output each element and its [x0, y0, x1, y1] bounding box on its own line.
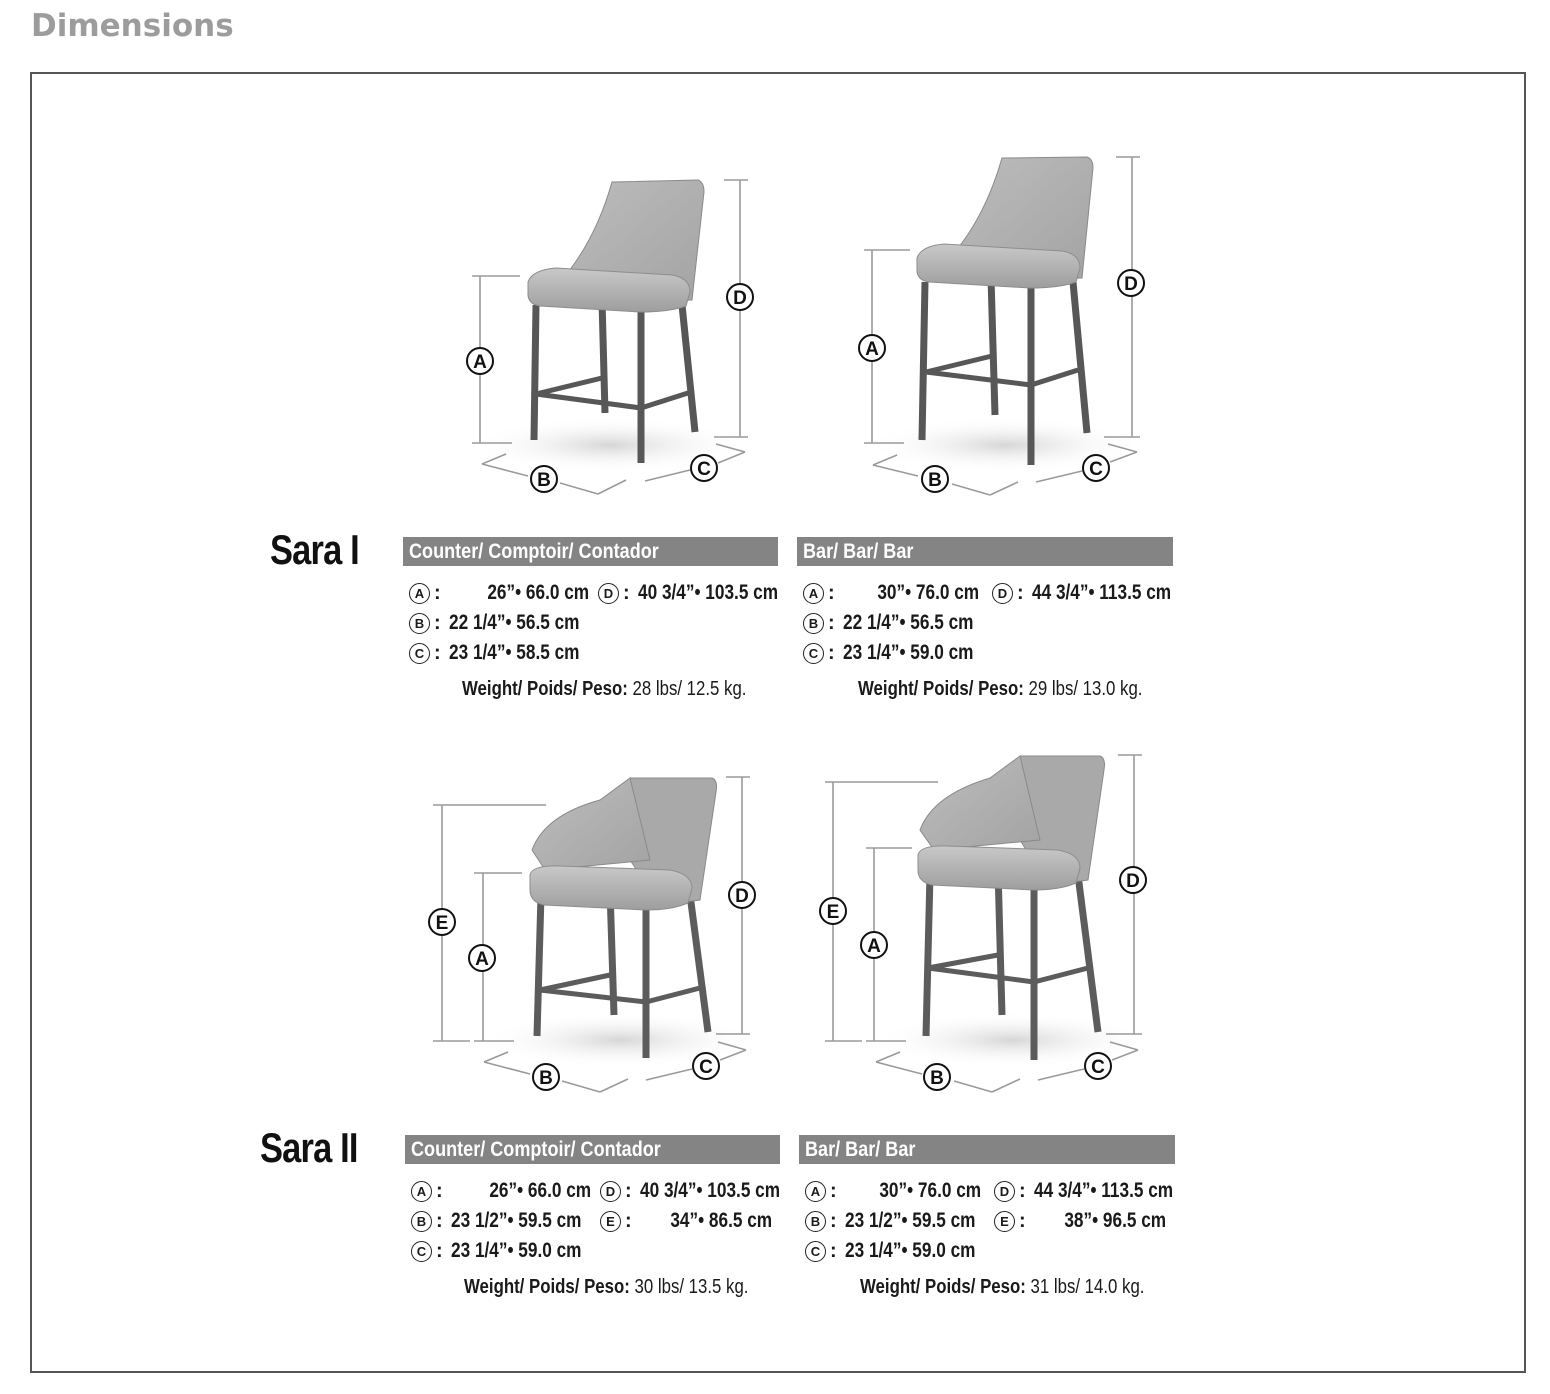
- dim-value: 26”• 66.0 cm: [489, 1179, 591, 1202]
- dim-value: 23 1/4”• 59.0 cm: [451, 1239, 582, 1262]
- dim-row-a: A : 30”• 76.0 cm: [805, 1179, 995, 1207]
- dim-letter: B: [803, 613, 824, 634]
- weight-label: Weight/ Poids/ Peso:: [464, 1276, 630, 1298]
- weight-label: Weight/ Poids/ Peso:: [858, 678, 1024, 700]
- variant-label: Counter/ Comptoir/ Contador: [409, 540, 659, 563]
- weight-value: 30 lbs/ 13.5 kg.: [634, 1276, 749, 1298]
- dim-row-a: A : 26”• 66.0 cm: [409, 581, 599, 609]
- dim-value: 26”• 66.0 cm: [487, 581, 589, 604]
- dim-letter: B: [409, 613, 430, 634]
- dim-value: 22 1/4”• 56.5 cm: [843, 611, 974, 634]
- model-name-sara-2: Sara II: [260, 1124, 358, 1171]
- dim-value: 44 3/4”• 113.5 cm: [1032, 581, 1172, 604]
- dim-row-a: A : 30”• 76.0 cm: [803, 581, 993, 609]
- dim-value: 34”• 86.5 cm: [670, 1209, 772, 1232]
- weight-line: [462, 677, 746, 701]
- marker-e: E: [435, 913, 449, 934]
- marker-a: A: [473, 352, 487, 373]
- dim-letter: D: [598, 583, 619, 604]
- sara1-counter-chair: [470, 180, 750, 473]
- dim-row-e: E : 34”• 86.5 cm: [600, 1209, 790, 1237]
- weight-label: Weight/ Poids/ Peso:: [462, 678, 628, 700]
- marker-b: B: [537, 470, 551, 491]
- marker-d: D: [1124, 274, 1138, 295]
- dim-value: 23 1/4”• 59.0 cm: [845, 1239, 976, 1262]
- marker-d: D: [1126, 871, 1140, 892]
- variant-label: Bar/ Bar/ Bar: [803, 540, 914, 563]
- marker-c: C: [697, 459, 711, 480]
- weight-value: 31 lbs/ 14.0 kg.: [1030, 1276, 1145, 1298]
- dim-row-b: B : 22 1/4”• 56.5 cm: [409, 611, 599, 639]
- dim-row-d: D : 40 3/4”• 103.5 cm: [600, 1179, 790, 1207]
- page-title: Dimensions: [31, 8, 234, 44]
- dim-value: 44 3/4”• 113.5 cm: [1034, 1179, 1174, 1202]
- dim-row-e: E : 38”• 96.5 cm: [994, 1209, 1184, 1237]
- dim-row-a: A : 26”• 66.0 cm: [411, 1179, 601, 1207]
- dim-letter: C: [803, 643, 824, 664]
- dim-value: 23 1/4”• 58.5 cm: [449, 641, 580, 664]
- dim-value: 40 3/4”• 103.5 cm: [640, 1179, 781, 1202]
- dim-value: 30”• 76.0 cm: [879, 1179, 981, 1202]
- dim-letter: C: [409, 643, 430, 664]
- dim-value: 23 1/4”• 59.0 cm: [843, 641, 974, 664]
- marker-d: D: [735, 886, 749, 907]
- dim-row-c: C : 23 1/4”• 58.5 cm: [409, 641, 599, 669]
- weight-line: [464, 1275, 748, 1299]
- dim-row-d: D : 40 3/4”• 103.5 cm: [598, 581, 788, 609]
- marker-a: A: [865, 339, 879, 360]
- dim-letter: D: [600, 1181, 621, 1202]
- variant-band-counter: [403, 537, 778, 566]
- variant-band-counter: [405, 1135, 780, 1164]
- marker-a: A: [475, 949, 489, 970]
- dim-value: 23 1/2”• 59.5 cm: [845, 1209, 976, 1232]
- marker-d: D: [733, 288, 747, 309]
- dim-letter: B: [805, 1211, 826, 1232]
- variant-label: Counter/ Comptoir/ Contador: [411, 1138, 661, 1161]
- dim-letter: E: [600, 1211, 621, 1232]
- model-name-sara-1: Sara I: [270, 526, 359, 573]
- dim-row-b: B : 23 1/2”• 59.5 cm: [805, 1209, 995, 1237]
- dim-letter: E: [994, 1211, 1015, 1232]
- dim-value: 40 3/4”• 103.5 cm: [638, 581, 779, 604]
- weight-line: [860, 1275, 1144, 1299]
- weight-value: 28 lbs/ 12.5 kg.: [632, 678, 747, 700]
- weight-line: [858, 677, 1142, 701]
- sara2-bar-chair: [872, 756, 1152, 1068]
- marker-c: C: [1089, 459, 1103, 480]
- dim-letter: A: [409, 583, 430, 604]
- dim-row-b: B : 23 1/2”• 59.5 cm: [411, 1209, 601, 1237]
- dim-letter: A: [805, 1181, 826, 1202]
- dim-letter: C: [805, 1241, 826, 1262]
- dim-row-d: D : 44 3/4”• 113.5 cm: [992, 581, 1182, 609]
- dim-row-c: C : 23 1/4”• 59.0 cm: [803, 641, 993, 669]
- dim-value: 22 1/4”• 56.5 cm: [449, 611, 580, 634]
- sara1-bar-chair: [865, 157, 1145, 473]
- dim-row-d: D : 44 3/4”• 113.5 cm: [994, 1179, 1184, 1207]
- dim-row-b: B : 22 1/4”• 56.5 cm: [803, 611, 993, 639]
- variant-label: Bar/ Bar/ Bar: [805, 1138, 916, 1161]
- dim-letter: D: [992, 583, 1013, 604]
- weight-label: Weight/ Poids/ Peso:: [860, 1276, 1026, 1298]
- dim-row-c: C : 23 1/4”• 59.0 cm: [411, 1239, 601, 1267]
- dim-letter: A: [803, 583, 824, 604]
- marker-c: C: [1091, 1057, 1105, 1078]
- marker-a: A: [867, 936, 881, 957]
- sara2-counter-chair: [480, 778, 760, 1068]
- variant-band-bar: [797, 537, 1173, 566]
- marker-b: B: [928, 470, 942, 491]
- marker-c: C: [699, 1057, 713, 1078]
- marker-b: B: [930, 1068, 944, 1089]
- dim-letter: A: [411, 1181, 432, 1202]
- dim-letter: B: [411, 1211, 432, 1232]
- dim-letter: D: [994, 1181, 1015, 1202]
- dim-value: 23 1/2”• 59.5 cm: [451, 1209, 582, 1232]
- weight-value: 29 lbs/ 13.0 kg.: [1028, 678, 1143, 700]
- marker-b: B: [539, 1068, 553, 1089]
- dim-row-c: C : 23 1/4”• 59.0 cm: [805, 1239, 995, 1267]
- marker-e: E: [826, 902, 840, 923]
- dim-value: 30”• 76.0 cm: [877, 581, 979, 604]
- dim-letter: C: [411, 1241, 432, 1262]
- dim-value: 38”• 96.5 cm: [1064, 1209, 1166, 1232]
- variant-band-bar: [799, 1135, 1175, 1164]
